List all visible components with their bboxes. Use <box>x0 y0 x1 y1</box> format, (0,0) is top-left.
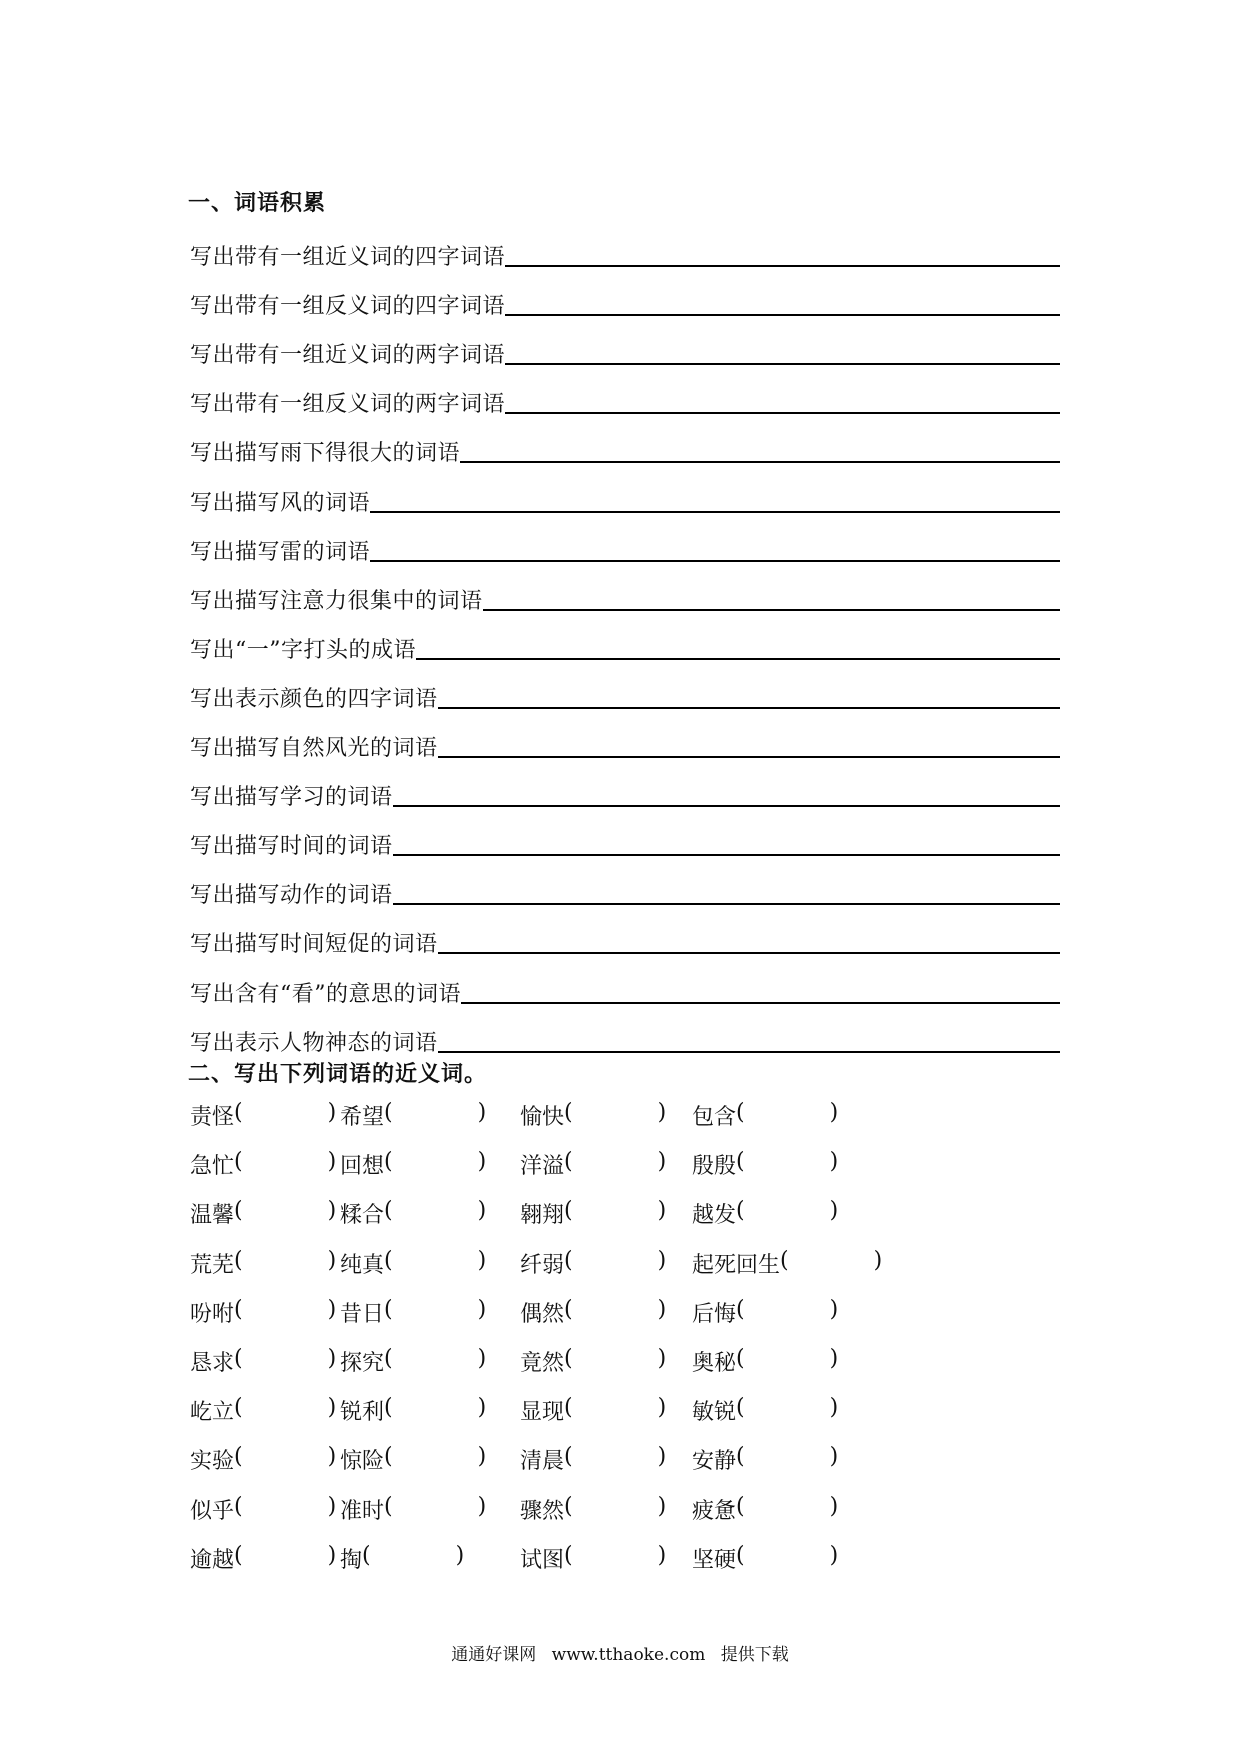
synonym-word: 翱翔 <box>520 1203 565 1229</box>
answer-space[interactable] <box>573 1297 658 1328</box>
open-paren: ( <box>384 1345 393 1371</box>
close-paren: ) <box>327 1100 337 1125</box>
answer-blank-line[interactable] <box>370 487 1060 513</box>
fill-row <box>190 762 1060 811</box>
fill-prompt: 写出带有一组近义词的四字词语 <box>190 245 506 271</box>
answer-space[interactable] <box>745 1198 830 1229</box>
footer-site: 通通好课网 <box>451 1645 537 1665</box>
answer-space[interactable] <box>243 1494 328 1525</box>
answer-space[interactable] <box>745 1543 830 1574</box>
fill-prompt: 写出带有一组反义词的两字词语 <box>190 392 506 418</box>
close-paren: ) <box>327 1198 337 1224</box>
synonym-word: 起死回生 <box>692 1252 781 1278</box>
fill-row <box>190 1008 1060 1057</box>
synonym-item <box>340 1543 464 1574</box>
open-paren: ( <box>736 1444 745 1470</box>
fill-row <box>190 615 1060 664</box>
close-paren: ) <box>327 1493 337 1519</box>
close-paren: ) <box>657 1542 667 1568</box>
synonym-item <box>340 1100 486 1131</box>
answer-space[interactable] <box>393 1494 478 1525</box>
synonym-word: 纯真 <box>340 1252 385 1278</box>
close-paren: ) <box>829 1296 839 1322</box>
close-paren: ) <box>477 1100 487 1125</box>
fill-prompt: 写出描写学习的词语 <box>190 785 393 811</box>
synonym-word: 温馨 <box>190 1203 235 1229</box>
synonym-item <box>520 1100 666 1131</box>
page-footer <box>0 1640 1240 1665</box>
fill-row <box>190 369 1060 418</box>
synonym-item <box>190 1198 336 1229</box>
open-paren: ( <box>234 1198 243 1224</box>
open-paren: ( <box>736 1493 745 1519</box>
fill-row <box>190 909 1060 958</box>
answer-blank-line[interactable] <box>438 683 1060 709</box>
close-paren: ) <box>477 1198 487 1224</box>
open-paren: ( <box>736 1296 745 1322</box>
synonym-item <box>340 1198 486 1229</box>
open-paren: ( <box>736 1198 745 1224</box>
synonym-word: 骤然 <box>520 1498 565 1524</box>
answer-blank-line[interactable] <box>416 634 1060 660</box>
answer-blank-line[interactable] <box>393 830 1060 856</box>
synonym-item <box>190 1444 336 1475</box>
synonym-word: 疲惫 <box>692 1498 737 1524</box>
answer-space[interactable] <box>243 1248 328 1279</box>
synonym-word: 安静 <box>692 1449 737 1475</box>
close-paren: ) <box>327 1149 337 1175</box>
open-paren: ( <box>564 1198 573 1224</box>
synonym-item <box>340 1346 486 1377</box>
section2-heading: 二、写出下列词语的近义词。 <box>188 1062 488 1087</box>
synonym-word: 荒芜 <box>190 1252 235 1278</box>
close-paren: ) <box>477 1395 487 1421</box>
answer-space[interactable] <box>573 1444 658 1475</box>
answer-blank-line[interactable] <box>505 388 1060 414</box>
synonym-item <box>190 1346 336 1377</box>
synonym-word: 恳求 <box>190 1350 235 1376</box>
close-paren: ) <box>477 1296 487 1322</box>
answer-space[interactable] <box>573 1494 658 1525</box>
synonym-word: 试图 <box>520 1547 565 1573</box>
answer-space[interactable] <box>243 1297 328 1328</box>
open-paren: ( <box>736 1345 745 1371</box>
close-paren: ) <box>327 1395 337 1421</box>
synonym-word: 回想 <box>340 1154 385 1180</box>
open-paren: ( <box>384 1493 393 1519</box>
synonym-word: 纤弱 <box>520 1252 565 1278</box>
synonym-word: 似乎 <box>190 1498 235 1524</box>
fill-row <box>190 566 1060 615</box>
footer-url: www.tthaoke.com <box>551 1645 706 1665</box>
answer-space[interactable] <box>573 1346 658 1377</box>
fill-row <box>190 418 1060 467</box>
answer-space[interactable] <box>393 1198 478 1229</box>
synonym-word: 坚硬 <box>692 1547 737 1573</box>
answer-blank-line[interactable] <box>393 879 1060 905</box>
answer-space[interactable] <box>745 1444 830 1475</box>
synonym-word: 昔日 <box>340 1301 385 1327</box>
open-paren: ( <box>234 1296 243 1322</box>
synonym-word: 竟然 <box>520 1350 565 1376</box>
close-paren: ) <box>477 1149 487 1175</box>
answer-space[interactable] <box>573 1543 658 1574</box>
open-paren: ( <box>736 1395 745 1421</box>
answer-space[interactable] <box>393 1248 478 1279</box>
section1-heading: 一、词语积累 <box>188 191 327 216</box>
answer-blank-line[interactable] <box>438 928 1060 954</box>
close-paren: ) <box>657 1247 667 1273</box>
open-paren: ( <box>234 1395 243 1421</box>
open-paren: ( <box>234 1345 243 1371</box>
answer-blank-line[interactable] <box>393 781 1060 807</box>
synonym-word: 偶然 <box>520 1301 565 1327</box>
answer-space[interactable] <box>745 1395 830 1426</box>
synonym-item <box>520 1395 666 1426</box>
open-paren: ( <box>384 1149 393 1175</box>
answer-blank-line[interactable] <box>370 536 1060 562</box>
fill-row <box>190 664 1060 713</box>
open-paren: ( <box>780 1247 789 1273</box>
synonym-item <box>692 1297 838 1328</box>
answer-blank-line[interactable] <box>438 732 1060 758</box>
synonym-item <box>520 1543 666 1574</box>
answer-blank-line[interactable] <box>505 290 1060 316</box>
synonym-word: 吩咐 <box>190 1301 235 1327</box>
close-paren: ) <box>829 1395 839 1421</box>
open-paren: ( <box>362 1542 371 1568</box>
fill-prompt: 写出表示人物神态的词语 <box>190 1030 438 1056</box>
synonym-item <box>190 1543 336 1574</box>
synonym-word: 惊险 <box>340 1449 385 1475</box>
answer-space[interactable] <box>745 1100 830 1131</box>
footer-tail: 提供下载 <box>720 1645 789 1665</box>
answer-blank-line[interactable] <box>460 437 1060 463</box>
open-paren: ( <box>384 1100 393 1125</box>
synonym-item <box>520 1198 666 1229</box>
answer-blank-line[interactable] <box>505 241 1060 267</box>
answer-space[interactable] <box>243 1149 328 1180</box>
answer-space[interactable] <box>393 1297 478 1328</box>
close-paren: ) <box>327 1444 337 1470</box>
synonym-word: 洋溢 <box>520 1154 565 1180</box>
fill-row <box>190 958 1060 1007</box>
synonym-item <box>190 1395 336 1426</box>
open-paren: ( <box>564 1493 573 1519</box>
synonym-item <box>692 1444 838 1475</box>
synonym-item <box>692 1198 838 1229</box>
synonym-item <box>520 1248 666 1279</box>
close-paren: ) <box>829 1493 839 1519</box>
open-paren: ( <box>384 1395 393 1421</box>
open-paren: ( <box>564 1395 573 1421</box>
close-paren: ) <box>455 1542 465 1568</box>
synonym-word: 探究 <box>340 1350 385 1376</box>
open-paren: ( <box>564 1100 573 1125</box>
synonym-word: 包含 <box>692 1105 737 1130</box>
synonym-word: 锐利 <box>340 1400 385 1426</box>
open-paren: ( <box>736 1542 745 1568</box>
open-paren: ( <box>564 1149 573 1175</box>
answer-blank-line[interactable] <box>438 1027 1060 1053</box>
close-paren: ) <box>657 1493 667 1519</box>
synonym-item <box>520 1494 666 1525</box>
synonym-item <box>692 1543 838 1574</box>
close-paren: ) <box>327 1542 337 1568</box>
answer-space[interactable] <box>393 1395 478 1426</box>
fill-row <box>190 222 1060 271</box>
open-paren: ( <box>234 1149 243 1175</box>
synonym-word: 奥秘 <box>692 1350 737 1376</box>
synonym-item <box>520 1149 666 1180</box>
fill-prompt: 写出描写雷的词语 <box>190 539 371 565</box>
answer-space[interactable] <box>243 1346 328 1377</box>
synonym-item <box>340 1149 486 1180</box>
close-paren: ) <box>829 1198 839 1224</box>
synonym-item <box>340 1297 486 1328</box>
open-paren: ( <box>234 1493 243 1519</box>
synonym-item <box>692 1149 838 1180</box>
fill-prompt: 写出带有一组近义词的两字词语 <box>190 343 506 369</box>
open-paren: ( <box>234 1100 243 1125</box>
answer-space[interactable] <box>745 1494 830 1525</box>
synonym-item <box>340 1494 486 1525</box>
open-paren: ( <box>564 1296 573 1322</box>
synonym-item <box>190 1149 336 1180</box>
synonym-word: 实验 <box>190 1449 235 1475</box>
synonym-item <box>692 1494 838 1525</box>
answer-space[interactable] <box>243 1100 328 1131</box>
close-paren: ) <box>327 1296 337 1322</box>
synonym-word: 殷殷 <box>692 1154 737 1180</box>
answer-space[interactable] <box>745 1149 830 1180</box>
fill-prompt: 写出描写雨下得很大的词语 <box>190 441 461 467</box>
synonym-item <box>520 1444 666 1475</box>
open-paren: ( <box>384 1198 393 1224</box>
close-paren: ) <box>829 1542 839 1568</box>
fill-row <box>190 467 1060 516</box>
close-paren: ) <box>657 1100 667 1125</box>
synonym-word: 急忙 <box>190 1154 235 1180</box>
fill-row <box>190 860 1060 909</box>
synonym-item <box>692 1346 838 1377</box>
fill-row <box>190 811 1060 860</box>
open-paren: ( <box>384 1296 393 1322</box>
synonym-word: 逾越 <box>190 1547 235 1573</box>
answer-space[interactable] <box>573 1100 658 1131</box>
answer-space[interactable] <box>393 1149 478 1180</box>
open-paren: ( <box>564 1247 573 1273</box>
synonym-item <box>692 1248 882 1279</box>
synonym-item <box>190 1248 336 1279</box>
answer-blank-line[interactable] <box>461 978 1060 1004</box>
synonym-word: 愉快 <box>520 1105 565 1130</box>
close-paren: ) <box>477 1493 487 1519</box>
open-paren: ( <box>564 1542 573 1568</box>
close-paren: ) <box>657 1296 667 1322</box>
synonym-word: 掏 <box>340 1547 363 1573</box>
synonym-item <box>340 1444 486 1475</box>
fill-prompt: 写出描写动作的词语 <box>190 883 393 909</box>
answer-space[interactable] <box>243 1543 328 1574</box>
fill-prompt: 写出描写时间的词语 <box>190 834 393 860</box>
fill-prompt: 写出描写风的词语 <box>190 490 371 516</box>
answer-space[interactable] <box>573 1395 658 1426</box>
synonym-item <box>190 1494 336 1525</box>
close-paren: ) <box>327 1345 337 1371</box>
close-paren: ) <box>657 1149 667 1175</box>
answer-blank-line[interactable] <box>483 585 1060 611</box>
answer-space[interactable] <box>573 1149 658 1180</box>
open-paren: ( <box>384 1247 393 1273</box>
close-paren: ) <box>829 1444 839 1470</box>
close-paren: ) <box>657 1444 667 1470</box>
fill-prompt: 写出描写注意力很集中的词语 <box>190 588 483 614</box>
synonym-item <box>692 1100 838 1131</box>
vocabulary-fill-section <box>190 222 1060 1057</box>
fill-row <box>190 320 1060 369</box>
synonym-item <box>340 1395 486 1426</box>
open-paren: ( <box>234 1444 243 1470</box>
synonym-word: 糅合 <box>340 1203 385 1229</box>
synonym-item <box>520 1297 666 1328</box>
fill-row <box>190 271 1060 320</box>
synonym-word: 屹立 <box>190 1400 235 1426</box>
fill-prompt: 写出描写自然风光的词语 <box>190 736 438 762</box>
answer-space[interactable] <box>745 1346 830 1377</box>
synonym-item <box>190 1100 336 1131</box>
close-paren: ) <box>657 1395 667 1421</box>
answer-space[interactable] <box>745 1297 830 1328</box>
close-paren: ) <box>829 1345 839 1371</box>
open-paren: ( <box>384 1444 393 1470</box>
answer-space[interactable] <box>243 1395 328 1426</box>
synonym-word: 越发 <box>692 1203 737 1229</box>
open-paren: ( <box>234 1247 243 1273</box>
answer-space[interactable] <box>393 1444 478 1475</box>
close-paren: ) <box>829 1100 839 1125</box>
open-paren: ( <box>564 1444 573 1470</box>
answer-space[interactable] <box>789 1248 874 1279</box>
answer-blank-line[interactable] <box>505 339 1060 365</box>
synonym-word: 敏锐 <box>692 1400 737 1426</box>
fill-prompt: 写出描写时间短促的词语 <box>190 932 438 958</box>
synonym-item <box>340 1248 486 1279</box>
close-paren: ) <box>327 1247 337 1273</box>
open-paren: ( <box>564 1345 573 1371</box>
fill-prompt: 写出“一”字打头的成语 <box>190 637 416 663</box>
close-paren: ) <box>477 1444 487 1470</box>
synonym-item <box>190 1297 336 1328</box>
answer-space[interactable] <box>573 1198 658 1229</box>
answer-space[interactable] <box>393 1100 478 1131</box>
synonym-word: 责怪 <box>190 1105 235 1130</box>
close-paren: ) <box>477 1345 487 1371</box>
close-paren: ) <box>657 1198 667 1224</box>
synonym-word: 清晨 <box>520 1449 565 1475</box>
close-paren: ) <box>477 1247 487 1273</box>
synonym-word: 显现 <box>520 1400 565 1426</box>
synonym-item <box>520 1346 666 1377</box>
synonym-word: 希望 <box>340 1105 385 1130</box>
fill-prompt: 写出表示颜色的四字词语 <box>190 686 438 712</box>
answer-space[interactable] <box>573 1248 658 1279</box>
open-paren: ( <box>736 1100 745 1125</box>
synonym-item <box>692 1395 838 1426</box>
open-paren: ( <box>234 1542 243 1568</box>
open-paren: ( <box>736 1149 745 1175</box>
fill-prompt: 写出带有一组反义词的四字词语 <box>190 294 506 320</box>
fill-row <box>190 713 1060 762</box>
close-paren: ) <box>657 1345 667 1371</box>
answer-space[interactable] <box>371 1543 456 1574</box>
synonym-word: 准时 <box>340 1498 385 1524</box>
close-paren: ) <box>873 1247 883 1273</box>
answer-space[interactable] <box>393 1346 478 1377</box>
fill-prompt: 写出含有“看”的意思的词语 <box>190 981 461 1007</box>
close-paren: ) <box>829 1149 839 1175</box>
synonym-word: 后悔 <box>692 1301 737 1327</box>
fill-row <box>190 517 1060 566</box>
answer-space[interactable] <box>243 1198 328 1229</box>
answer-space[interactable] <box>243 1444 328 1475</box>
